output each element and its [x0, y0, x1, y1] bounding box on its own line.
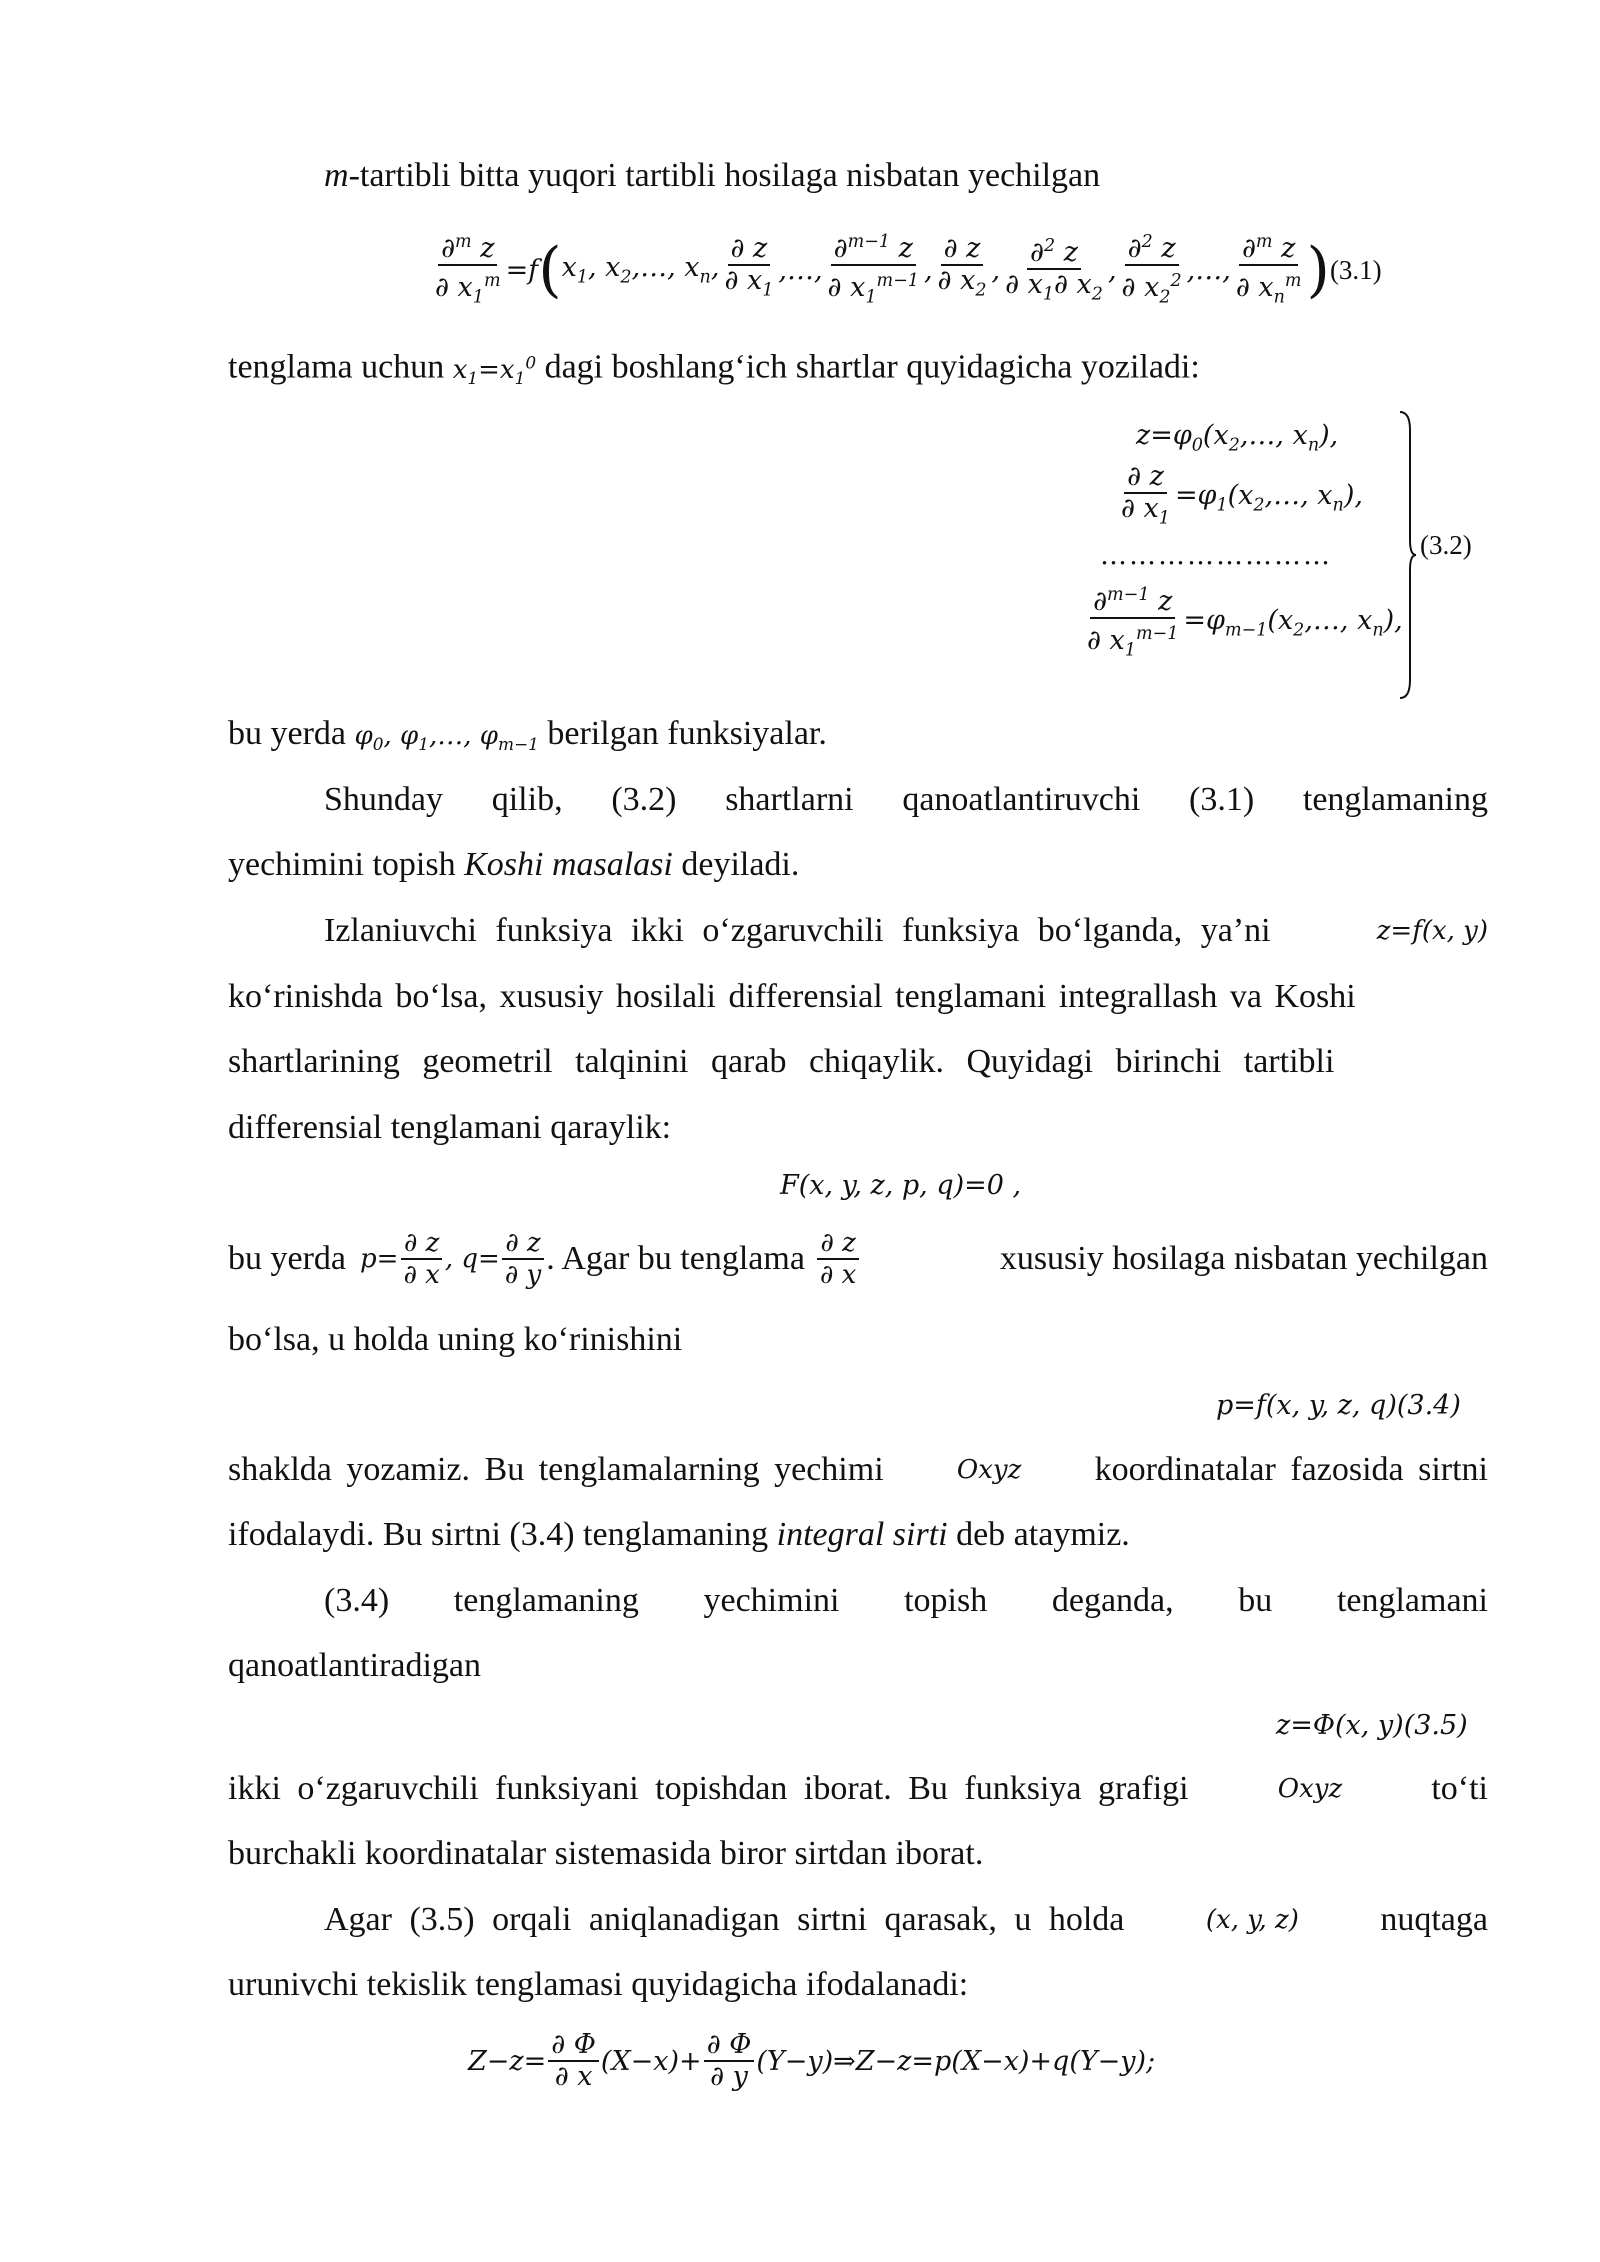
tangent-plane-equation: Z−z= $\frac{\partial \Phi}{\partial x}$ (X−x)+ $\frac{\partial \Phi}{\partial y}$ (Y−y)⇒Z−z=p(X−x)+q(Y−y);	[468, 2029, 1156, 2092]
function-para-line-3: shartlarining geometril talqinini qarab chiqaylik. Quyidagi birinchi tartibli	[228, 1043, 1335, 1080]
conditions-intro-text-a: tenglama uchun	[228, 348, 445, 386]
given-functions-line: bu yerda $\varphi_0$, $\varphi_1,\dots$, $\varphi_{m-1}$ berilgan funksiyalar.	[228, 715, 827, 755]
solution-para-line-2: qanoatlantiradigan	[228, 1647, 482, 1684]
text: Agar (3.5) orqali aniqlanadigan sirtni qarasak, u holda	[324, 1901, 1125, 1938]
text: . Agar bu tenglama	[546, 1240, 805, 1277]
tangent-para-line-2: urunivchi tekislik tenglamasi quyidagicha ifodalanadi:	[228, 1966, 969, 2003]
text: to‘ti	[1431, 1770, 1488, 1807]
text: nuqtaga	[1380, 1901, 1488, 1938]
text: ikki o‘zgaruvchili funksiyani topishdan iborat. Bu funksiya grafigi	[228, 1770, 1189, 1807]
word: qanoatlantiruvchi	[902, 781, 1141, 818]
word: tenglamaning	[1302, 781, 1488, 818]
partial-definition-line: bu yerda p= $\frac{\partial z}{\partial x}$ , q= $\frac{\partial z}{\partial y}$ . Agar bu tenglama $\frac{\partial z}{\partial x}$ xususiy hosilaga nisbatan yechilgan	[228, 1228, 1488, 1290]
intro-text: -tartibli bitta yuqori tartibli hosilaga nisbatan yechilgan	[348, 157, 1101, 194]
function-para-line-4: differensial tenglamani qaraylik:	[228, 1109, 672, 1146]
intro-m: m	[324, 157, 349, 194]
given-functions-text-b: berilgan funksiyalar.	[547, 715, 827, 752]
text: xususiy hosilaga nisbatan yechilgan	[999, 1240, 1488, 1277]
surface-para-line-1	[228, 1448, 1488, 1492]
word: (3.4)	[324, 1582, 390, 1619]
cauchy-para-line-2	[228, 843, 1488, 887]
point-symbol: (x, y, z)	[1205, 1905, 1299, 1935]
tangent-para-line-1	[324, 1898, 1488, 1942]
word: deganda,	[1051, 1582, 1174, 1619]
graph-para-line-2: burchakli koordinatalar sistemasida biror sirtdan iborat.	[228, 1835, 984, 1872]
text: deyiladi.	[672, 846, 800, 883]
word: bu	[1238, 1582, 1273, 1619]
function-para-line-1: Izlaniuvchi funksiya ikki o‘zgaruvchili funksiya bo‘lganda, ya’ni z=f(x, y)	[324, 909, 1488, 953]
system-brace	[1398, 410, 1418, 700]
equation-3-5: z=Φ(x, y)(3.5)	[1276, 1710, 1468, 1741]
function-para-line-2: ko‘rinishda bo‘lsa, xususiy hosilali differensial tenglamani integrallash va Koshi	[228, 978, 1356, 1015]
graph-para-line-1	[228, 1767, 1488, 1811]
equation-3-1: $\frac{\partial^m z}{\partial x_1^m}$ =f ( $x_1$, $x_2,\dots$, $x_n$, $\frac{\partial z}{\partial x_1}$ ,…, $\frac{\partial^{m-1} z}{\partial x_1^{m-1}}$ , $\frac{\partial z}{\partial x_2}$ , $\frac{\partial^2 z}{\partial x_1\partial x_2}$ , $\frac{\partial^2 z}{\partial x_2^2}$ ,…, $\frac{\partial^m z}{\partial x_n^m}$ ) (3.1)	[430, 222, 1390, 318]
word: qilib,	[491, 781, 563, 818]
text: deb ataymiz.	[947, 1516, 1130, 1553]
word: tenglamani	[1336, 1582, 1488, 1619]
word: tenglamaning	[453, 1582, 639, 1619]
word: (3.1)	[1189, 781, 1255, 818]
text: Izlaniuvchi funksiya ikki o‘zgaruvchili funksiya bo‘lganda, ya’ni	[324, 912, 1271, 949]
conditions-intro-text-b: dagi boshlang‘ich shartlar quyidagicha yoziladi:	[544, 348, 1200, 386]
text: bu yerda	[228, 1240, 347, 1277]
surface-para-line-2	[228, 1513, 1488, 1557]
text: shaklda yozamiz. Bu tenglamalarning yechimi	[228, 1451, 884, 1488]
conditions-intro-line: tenglama uchun $x_1=x_1^0$ dagi boshlang‘ich shartlar quyidagicha yoziladi:	[228, 348, 1200, 388]
form-intro-line: bo‘lsa, u holda uning ko‘rinishini	[228, 1321, 683, 1358]
solution-para-line-1	[324, 1579, 1488, 1623]
word: shartlarni	[725, 781, 854, 818]
integral-surface-term: integral sirti	[776, 1516, 948, 1553]
equation-3-1-number: (3.1)	[1329, 254, 1382, 285]
equation-3-4: p=f(x, y, z, q)(3.4)	[1216, 1390, 1461, 1421]
text: koordinatalar fazosida sirtni	[1094, 1451, 1488, 1488]
equation-general-form: F(x, y, z, p, q)=0 ,	[780, 1170, 1022, 1201]
system-dots: ……………………	[1100, 540, 1332, 571]
equation-system-3-2: $z=\varphi_0(x_2,\dots$, $x_n$), $\frac{\partial z}{\partial x_1}$ $=\varphi_1(x_2,\dots$, $x_n$), …………………… $\frac{\partial^{m-1} z}{\partial x_1^{m-1}}$ $=\varphi_{m-1}(x_2,\dots$, $x_n$),	[1080, 410, 1420, 700]
word: topish	[904, 1582, 988, 1619]
cauchy-para-line-1	[324, 778, 1488, 822]
oxyz-symbol: Oxyz	[956, 1455, 1022, 1485]
given-functions-text-a: bu yerda	[228, 715, 347, 752]
intro-line	[324, 154, 1488, 198]
word: yechimini	[703, 1582, 840, 1619]
word: (3.2)	[611, 781, 677, 818]
text: ifodalaydi. Bu sirtni (3.4) tenglamaning	[228, 1516, 777, 1553]
cauchy-term: Koshi masalasi	[464, 846, 673, 883]
oxyz-symbol: Oxyz	[1277, 1774, 1343, 1804]
text: yechimini topish	[228, 846, 465, 883]
word: Shunday	[324, 781, 443, 818]
equation-3-2-number: (3.2)	[1420, 530, 1472, 560]
